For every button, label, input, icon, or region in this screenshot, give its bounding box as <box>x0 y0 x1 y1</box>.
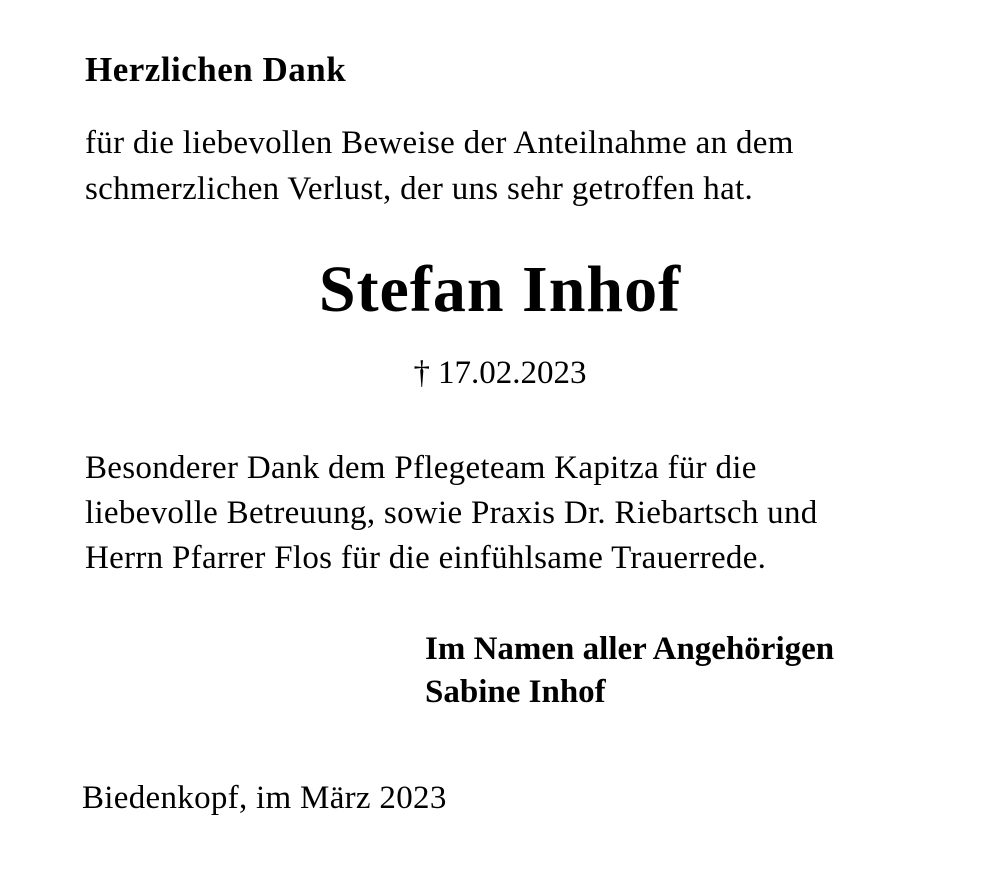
notice-title: Herzlichen Dank <box>85 50 347 89</box>
signoff-line: Im Namen aller Angehörigen <box>425 631 835 667</box>
intro-line: schmerzlichen Verlust, der uns sehr getroffen hat. <box>85 171 754 207</box>
thanks-line: liebevolle Betreuung, sowie Praxis Dr. Riebartsch und <box>85 495 818 531</box>
thanks-line: Herrn Pfarrer Flos für die einfühlsame Trauerrede. <box>85 540 767 576</box>
death-date-row <box>0 355 1000 392</box>
deceased-name: Stefan Inhof <box>318 253 682 326</box>
death-date: 17.02.2023 <box>438 355 587 391</box>
intro-paragraph <box>85 120 794 212</box>
signoff-block <box>425 628 834 714</box>
thanks-paragraph <box>85 446 818 581</box>
death-dagger-icon: † <box>413 355 430 391</box>
thanks-line: Besonderer Dank dem Pflegeteam Kapitza für die <box>85 450 757 486</box>
place-date-line: Biedenkopf, im März 2023 <box>82 780 447 816</box>
intro-line: für die liebevollen Beweise der Anteilnahme an dem <box>85 125 794 161</box>
signoff-name: Sabine Inhof <box>425 674 606 710</box>
